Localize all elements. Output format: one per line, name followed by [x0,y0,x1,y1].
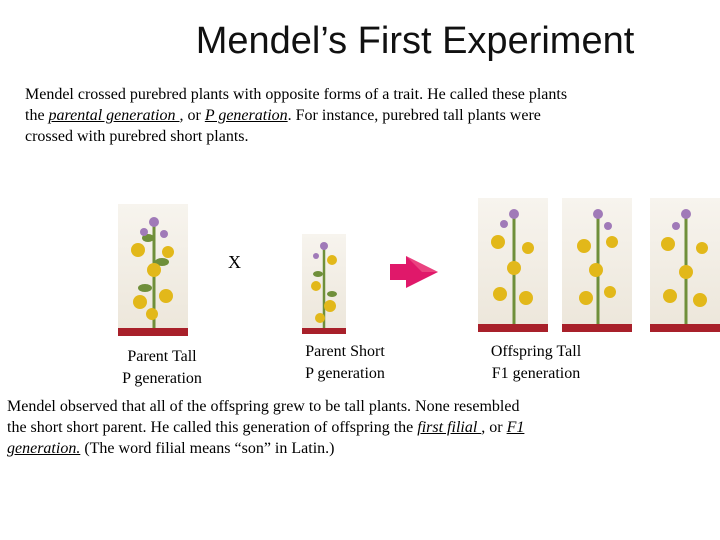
term-parental-generation: parental generation [48,107,180,124]
result-arrow-icon [388,252,440,292]
offspring-plant-image-1 [478,198,548,332]
intro-line-2: the parental generation , or P generation. For instance, purebred tall plants were [25,107,541,124]
intro-paragraph [25,84,567,147]
conclusion-paragraph [7,396,524,459]
offspring-label: Offspring Tall F1 generation [490,343,582,382]
term-generation: generation. [7,440,81,457]
parent-short-label: Parent Short P generation [305,343,385,382]
term-p-generation: P generation [204,107,288,124]
parent-tall-label: Parent Tall P generation [122,348,202,387]
parent-short-plant-image [302,234,346,334]
slide-title: Mendel’s First Experiment [195,20,635,62]
tall-plant-drawing [118,204,188,336]
intro-line-3: crossed with purebred short plants. [25,128,249,145]
conclusion-line-3: generation. (The word filial means “son” in Latin.) [7,440,335,457]
offspring-plant-image-3 [650,198,720,332]
term-first-filial: first filial [417,419,482,436]
short-plant-drawing [302,234,346,334]
intro-line-1: Mendel crossed purebred plants with opposite forms of a trait. He called these plants [25,86,568,103]
parent-tall-plant-image [118,204,188,336]
offspring-plant-image-2 [562,198,632,332]
conclusion-line-2: the short short parent. He called this generation of offspring the first filial , or F1 [7,419,525,436]
cross-symbol: X [228,252,241,272]
conclusion-line-1: Mendel observed that all of the offspring grew to be tall plants. None resembled [7,398,520,415]
term-f1: F1 [506,419,525,436]
